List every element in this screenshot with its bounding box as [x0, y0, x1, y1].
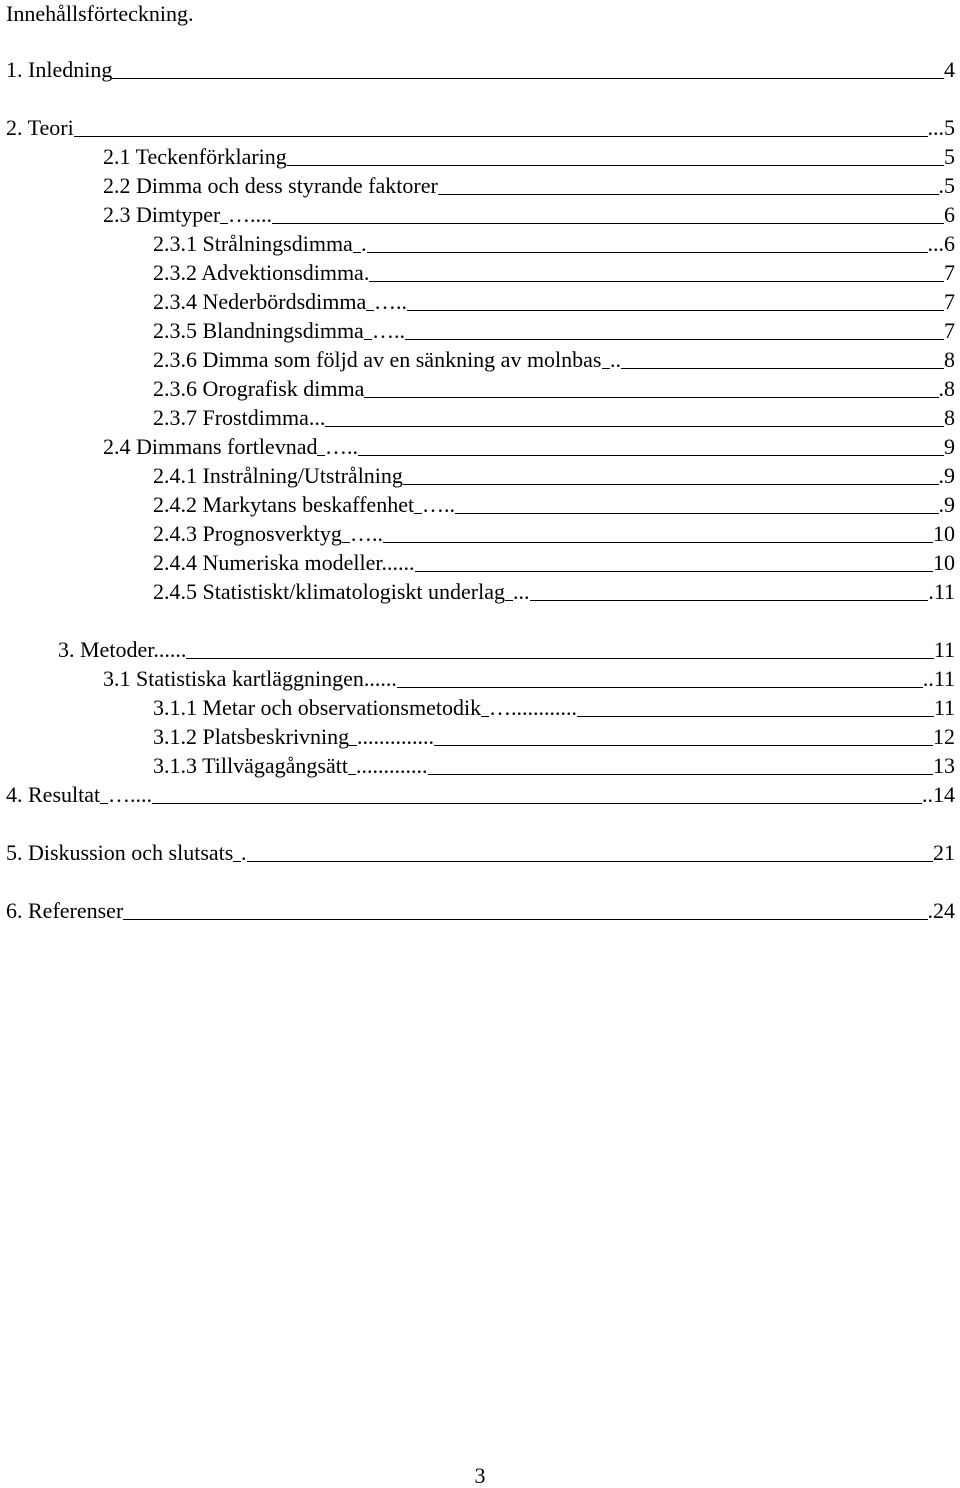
toc-entry	[153, 696, 955, 720]
toc-entry-title: 2.4.5 Statistiskt/klimatologiskt underlag	[153, 580, 505, 604]
toc-entry	[153, 232, 955, 256]
toc-title: Innehållsförteckning.	[6, 1, 194, 26]
toc-entry-page: 7	[944, 290, 955, 314]
toc-entry	[153, 725, 955, 749]
toc-entry-title: 2.3.2 Advektionsdimma.	[153, 261, 370, 285]
toc-entry-page: 5	[944, 145, 955, 169]
toc-entry-title: 3.1.1 Metar och observationsmetodik	[153, 696, 482, 720]
toc-entry-page: .24	[927, 899, 955, 923]
toc-entry	[103, 203, 955, 227]
toc-entry-dots: …....	[108, 783, 152, 807]
toc-entry-title: 2.4.1 Instrålning/Utstrålning	[153, 464, 403, 488]
toc-entry-page: .9	[938, 493, 955, 517]
toc-entry	[153, 319, 955, 343]
toc-entry	[153, 348, 955, 372]
toc-entry	[153, 580, 955, 604]
toc-entry-page: .8	[938, 377, 955, 401]
toc-entry-title: 2.4 Dimmans fortlevnad	[103, 435, 318, 459]
toc-entry-dots: ...	[513, 580, 530, 604]
toc-leader-line	[6, 919, 955, 920]
toc-entry-page: ..14	[922, 783, 955, 807]
toc-entry-page: 7	[944, 261, 955, 285]
toc-entry-page: 13	[933, 754, 955, 778]
toc-entry-page: ..11	[922, 667, 955, 691]
toc-entry-page: 11	[933, 696, 955, 720]
toc-entry-dots: …..	[374, 290, 407, 314]
toc-entry-page: 4	[944, 58, 955, 82]
toc-entry	[153, 290, 955, 314]
toc-entry-title: 3.1 Statistiska kartläggningen......	[103, 667, 397, 691]
toc-entry-title: 2.3.1 Strålningsdimma	[153, 232, 353, 256]
toc-entry	[103, 435, 955, 459]
toc-entry-dots: .	[241, 841, 247, 865]
toc-entry-page: 10	[933, 522, 955, 546]
toc-entry-title: 2.3.7 Frostdimma...	[153, 406, 326, 430]
toc-entry-page: .9	[938, 464, 955, 488]
toc-entry	[6, 841, 955, 865]
toc-entry	[6, 899, 955, 923]
toc-entry-dots: …..	[325, 435, 358, 459]
toc-entry	[103, 174, 955, 198]
toc-leader-line	[6, 136, 955, 137]
toc-entry	[6, 58, 955, 82]
toc-entry-title: 6. Referenser	[6, 899, 124, 923]
toc-entry-dots: …..	[372, 319, 405, 343]
toc-entry	[153, 493, 955, 517]
toc-entry	[58, 638, 955, 662]
toc-entry-title: 3.1.2 Platsbeskrivning	[153, 725, 350, 749]
toc-entry-title: 2. Teori	[6, 116, 74, 140]
toc-entry-dots: …....	[228, 203, 272, 227]
toc-entry-title: 2.3.4 Nederbördsdimma	[153, 290, 367, 314]
toc-entry	[153, 406, 955, 430]
toc-entry-title: 2.3.6 Dimma som följd av en sänkning av molnbas	[153, 348, 602, 372]
toc-entry-title: 5. Diskussion och slutsats	[6, 841, 234, 865]
toc-entry-title: 1. Inledning	[6, 58, 113, 82]
toc-entry	[6, 116, 955, 140]
toc-entry-page: 10	[933, 551, 955, 575]
toc-entry	[103, 145, 955, 169]
toc-entry-page: 12	[933, 725, 955, 749]
toc-entry-title: 2.4.3 Prognosverktyg	[153, 522, 342, 546]
toc-entry-page: 11	[933, 638, 955, 662]
toc-entry	[153, 522, 955, 546]
toc-entry	[153, 464, 955, 488]
toc-entry-page: .5	[938, 174, 955, 198]
toc-leader-line	[58, 658, 955, 659]
toc-entry-title: 2.3.6 Orografisk dimma	[153, 377, 365, 401]
toc-entry-title: 2.3.5 Blandningsdimma	[153, 319, 364, 343]
toc-entry-dots: ..............	[357, 725, 434, 749]
toc-entry-title: 3.1.3 Tillvägagångsätt	[153, 754, 348, 778]
toc-entry	[153, 377, 955, 401]
toc-entry-dots: …..	[422, 493, 455, 517]
toc-entry	[103, 667, 955, 691]
toc-entry-page: 8	[944, 406, 955, 430]
toc-entry-title: 4. Resultat	[6, 783, 101, 807]
toc-entry-title: 2.4.2 Markytans beskaffenhet	[153, 493, 415, 517]
toc-entry-title: 2.4.4 Numeriska modeller......	[153, 551, 415, 575]
toc-entry-page: 9	[944, 435, 955, 459]
toc-entry-page: .11	[928, 580, 955, 604]
toc-entry-dots: .	[361, 232, 367, 256]
toc-entry-page: ...6	[927, 232, 955, 256]
toc-entry-page: 8	[944, 348, 955, 372]
toc-entry-page: 7	[944, 319, 955, 343]
toc-entry-page: ...5	[927, 116, 955, 140]
toc-entry	[153, 754, 955, 778]
toc-entry-title: 3. Metoder......	[58, 638, 187, 662]
toc-entry-title: 2.1 Teckenförklaring	[103, 145, 287, 169]
toc-leader-line	[6, 78, 955, 79]
toc-entry	[153, 261, 955, 285]
toc-entry-page: 21	[933, 841, 955, 865]
toc-entry-title: 2.2 Dimma och dess styrande faktorer	[103, 174, 438, 198]
toc-entry-dots: …..	[350, 522, 383, 546]
toc-entry-dots: …............	[489, 696, 577, 720]
toc-entry-page: 6	[944, 203, 955, 227]
toc-entry-dots: ..	[610, 348, 621, 372]
toc-entry	[6, 783, 955, 807]
page-number: 3	[474, 1463, 486, 1488]
toc-entry-dots: .............	[356, 754, 428, 778]
toc-entry	[153, 551, 955, 575]
toc-entry-title: 2.3 Dimtyper	[103, 203, 221, 227]
